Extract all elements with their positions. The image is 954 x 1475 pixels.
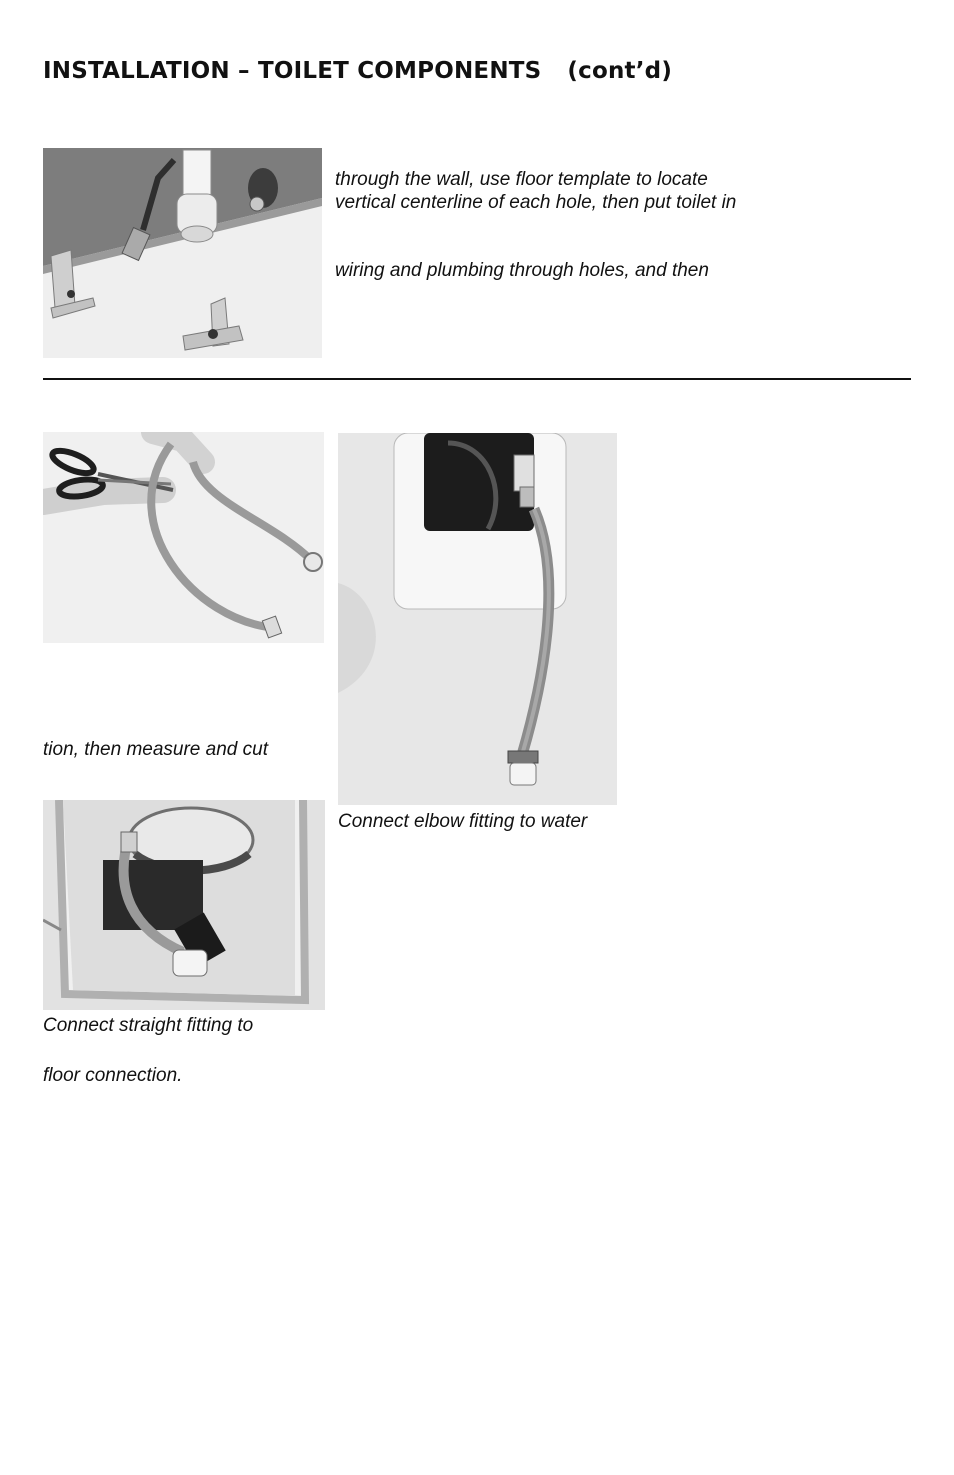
section1-text-line1: through the wall, use floor template to locate [335,169,708,190]
section1-text-line2: vertical centerline of each hole, then put toilet in [335,192,737,213]
photo-straight-fitting [43,800,325,1010]
section-divider [43,378,911,380]
section1-text-line3: wiring and plumbing through holes, and then [335,260,709,281]
straight-fitting-caption-line2: floor connection. [43,1065,183,1086]
photo-cutting-hose [43,432,324,643]
photo-wall-pipe-and-brackets [43,148,322,358]
straight-fitting-caption-line1: Connect straight fitting to [43,1015,254,1036]
photo-elbow-fitting-hose [338,433,617,805]
heading-suffix: (cont’d) [567,58,673,84]
elbow-fitting-caption: Connect elbow fitting to water [338,811,588,832]
heading-title: INSTALLATION – TOILET COMPONENTS [43,58,542,84]
section2-cut-text: tion, then measure and cut [43,739,268,760]
page-heading [43,58,672,84]
